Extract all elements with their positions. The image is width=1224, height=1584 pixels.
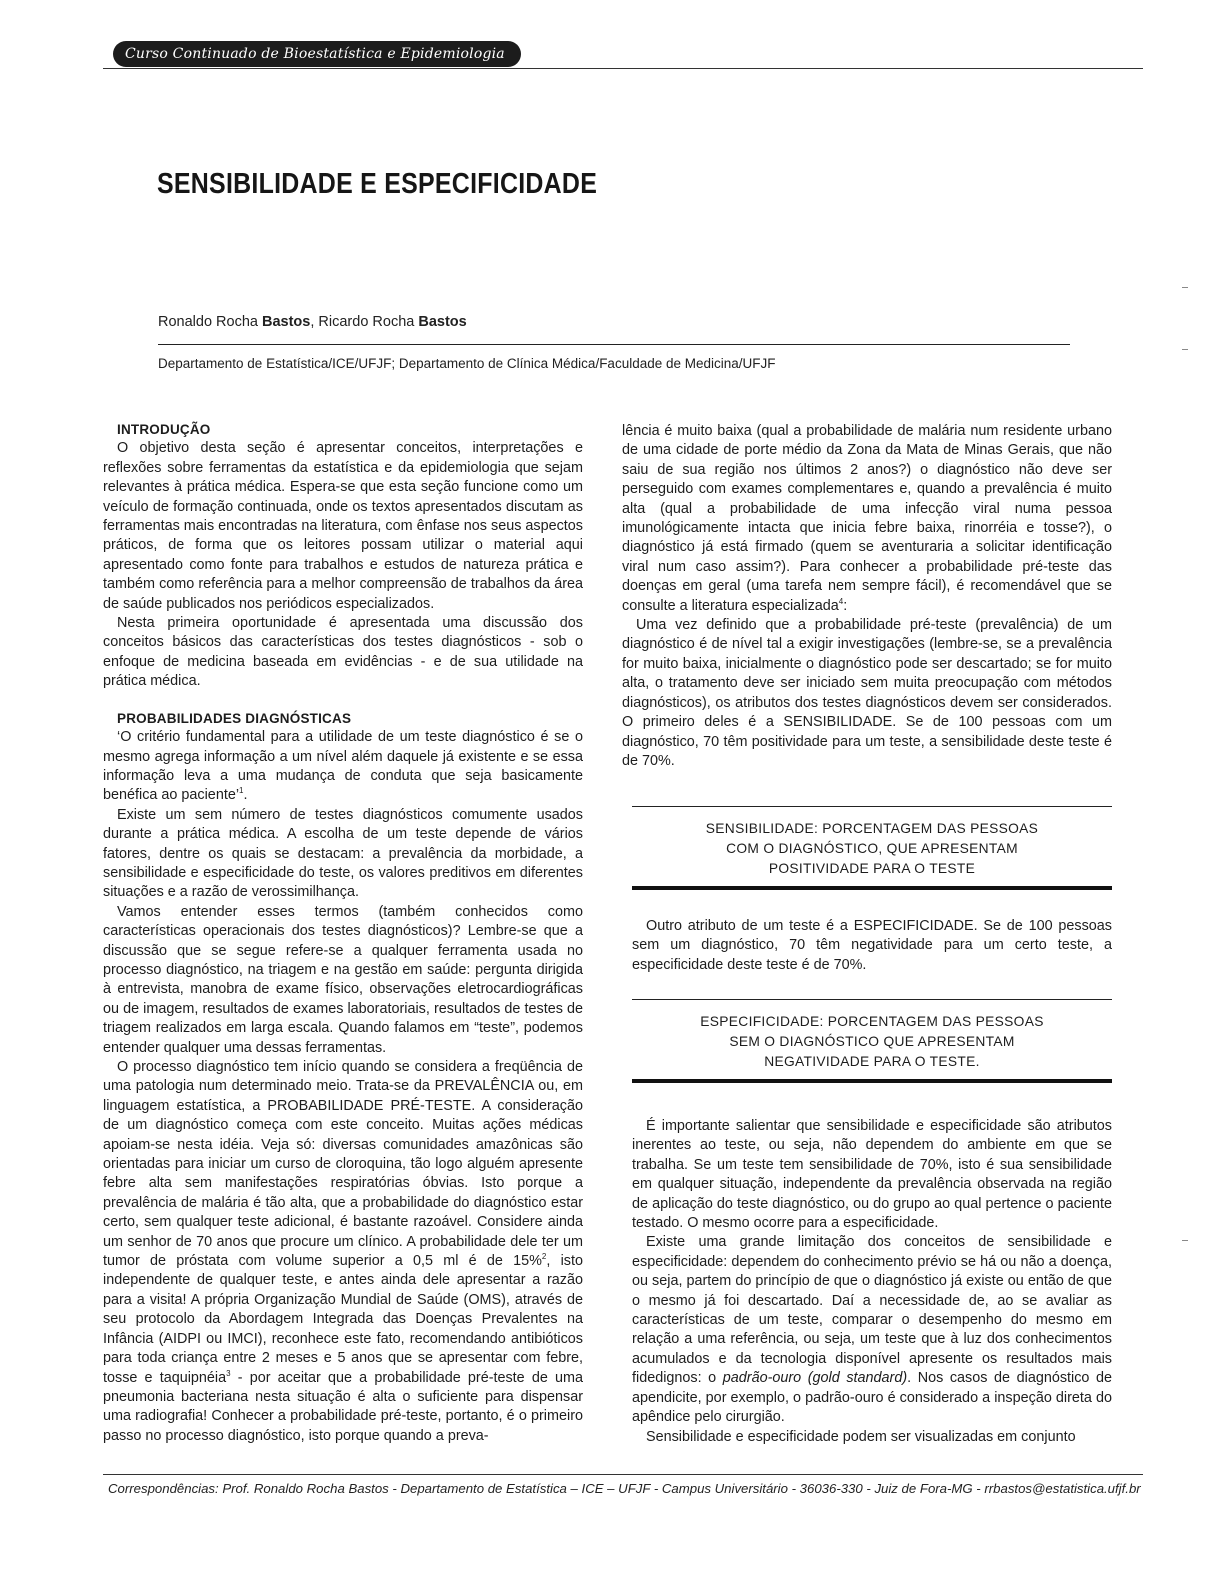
closing-p2-part-b: . Nos casos de diagnóstico de apendicite, por exemplo, o padrão-ouro é considerado a inspeção direta do apêndice pelo cirurgião. (632, 1370, 1112, 1426)
definition-box-especificidade (632, 999, 1112, 1083)
definition-top-rule (632, 999, 1112, 1000)
right-column (622, 422, 1112, 771)
scan-edge-mark (1182, 1240, 1188, 1241)
definition-line: ESPECIFICIDADE: PORCENTAGEM DAS PESSOAS (700, 1014, 1044, 1029)
prob-paragraph-2: Existe um sem número de testes diagnósticos comumente usados durante a prática médica. A escolha de um teste depende de vários fatores, dentre os quais se destacam: a prevalência da morbidade, a sensibilidade e especificidade do teste, os valores preditivos em diferentes situações e a razão de verossimilhança. (103, 806, 583, 901)
definition-line: COM O DIAGNÓSTICO, QUE APRESENTAM (726, 840, 1018, 856)
correspondence-footer: Correspondências: Prof. Ronaldo Rocha Bastos - Departamento de Estatística – ICE – UFJF - Campus Universitário - 36036-330 - Juiz de Fora-MG - rrbastos@estatistica.ufjf.br (108, 1481, 1141, 1496)
author-2-first: Ricardo Rocha (318, 314, 415, 330)
prob-paragraph-1 (103, 728, 583, 806)
author-1-last: Bastos (262, 314, 311, 330)
definition-line: SENSIBILIDADE: PORCENTAGEM DAS PESSOAS (705, 821, 1039, 836)
affiliation: Departamento de Estatística/ICE/UFJF; Departamento de Clínica Médica/Faculdade de Medicina/UFJF (158, 356, 776, 371)
prob-p4-part-c: - por aceitar que a probabilidade pré-teste de uma pneumonia bacteriana nesta situação é alta o suficiente para dispensar uma radiografia! Conhecer a probabilidade pré-teste, portanto, é o primeiro passo no processo diagnóstico, isto porque quando a preva- (103, 1369, 583, 1444)
authors-rule (158, 344, 1070, 345)
prob-paragraph-3: Vamos entender esses termos (também conhecidos como características operacionais dos testes diagnósticos)? Lembre-se que a discussão que se segue refere-se a qualquer ferramenta usada no processo diagnóstico, na triagem e na gestão em saúde: pergunta dirigida à entrevista, manobra de exame físico, observações eletrocardiográficas ou de imagem, resultados de exames laboratoriais, resultados de testes de triagem realizados em larga escala. Quando falamos em “teste”, podemos entender qualquer uma dessas ferramentas. (103, 903, 583, 1056)
closing-paragraph-2 (632, 1233, 1112, 1427)
footnote-ref-3: 3 (226, 1368, 231, 1378)
section-heading-introducao: INTRODUÇÃO (117, 422, 211, 437)
especificidade-block (632, 917, 1112, 975)
definition-line: NEGATIVIDADE PARA O TESTE. (764, 1053, 980, 1069)
header-rule (103, 68, 1143, 69)
scan-edge-mark (1182, 349, 1188, 350)
closing-paragraph-1: É importante salientar que sensibilidade e especificidade são atributos inerentes ao teste, ou seja, não dependem do ambiente em que se trabalha. Se um teste tem sensibilidade de 70%, isto é sua sensibilidade em qualquer situação, independente da prevalência observada na região de aplicação do teste diagnóstico, ou do grupo ao qual pertence o paciente testado. O mesmo ocorre para a especificidade. (632, 1118, 1112, 1232)
section-heading-probabilidades: PROBABILIDADES DIAGNÓSTICAS (117, 710, 352, 726)
closing-block (632, 1117, 1112, 1447)
prob-paragraph-4 (103, 1058, 583, 1446)
article-title: SENSIBILIDADE E ESPECIFICIDADE (157, 168, 598, 200)
footnote-ref-2: 2 (541, 1252, 547, 1262)
especificidade-paragraph: Outro atributo de um teste é a ESPECIFICIDADE. Se de 100 pessoas sem um diagnóstico, 70 têm negatividade para um certo teste, a especificidade deste teste é de 70%. (632, 918, 1112, 973)
author-2-last: Bastos (418, 314, 467, 330)
scan-edge-mark (1182, 287, 1188, 288)
prob-p5-text: lência é muito baixa (qual a probabilidade de malária num residente urbano de uma cidade de porte médio da Zona da Mata de Minas Gerais, que não saiu de sua região nos últimos 2 anos?) o diagnóstico não deve ser perseguido com exames complementares e, quando a prevalência é muito alta (qual a probabilidade de uma infecção viral numa pessoa imunológicamente intacta que inicia febre baixa, rinorréia e tosse?), o diagnóstico já está firmado (quem se aventuraria a solicitar identificação viral num caso assim?). Para conhecer a probabilidade pré-teste das doenças em geral (uma tarefa nem sempre fácil), é recomendável que se consulte a literatura especializada (622, 423, 1112, 614)
series-banner-text: Curso Continuado de Bioestatística e Epidemiologia (125, 46, 505, 62)
closing-p2-part-a: Existe uma grande limitação dos conceitos de sensibilidade e especificidade: dependem do conhecimento prévio se há ou não a doença, ou seja, partem do princípio de que o diagnóstico já existe ou então de que o mesmo já foi descartado. Daí a necessidade de, ao se avaliar as características de um teste, comparar o desempenho do mesmo em relação a uma referência, ou seja, um teste que à luz dos conhecimentos acumulados e da tecnologia disponível apresente os resultados mais fidedignos: o (632, 1234, 1112, 1387)
series-banner (113, 41, 521, 67)
intro-paragraph-2: Nesta primeira oportunidade é apresentada uma discussão dos conceitos básicos das características dos testes diagnósticos - sob o enfoque de medicina baseada em evidências - e de sua utilidade na prática médica. (103, 615, 583, 690)
definition-line: POSITIVIDADE PARA O TESTE (768, 860, 976, 876)
author-1-first: Ronaldo Rocha (158, 314, 258, 330)
author-list (158, 314, 467, 330)
quote-text: ‘O critério fundamental para a utilidade de um teste diagnóstico é se o mesmo agrega informação a um nível além daquele já existente e se essa informação leva a uma mudança de conduta que seja basicamente benéfica ao paciente’ (103, 729, 583, 804)
definition-top-rule (632, 806, 1112, 807)
definition-bottom-rule (632, 886, 1112, 890)
definition-line: SEM O DIAGNÓSTICO QUE APRESENTAM (729, 1033, 1015, 1049)
definition-box-sensibilidade (632, 806, 1112, 890)
prob-p4-part-a: O processo diagnóstico tem início quando se considera a freqüência de uma patologia num determinado meio. Trata-se da PREVALÊNCIA ou, em linguagem estatística, a PROBABILIDADE PRÉ-TESTE. A consideração de um diagnóstico começa com este conceito. Muitas ações médicas apoiam-se nesta idéia. Veja só: diversas comunidades amazônicas são orientadas para iniciar um curso de cloroquina, tão logo alguém apresente febre alta sem manifestações respiratórias óbvias. Isto porque a prevalência de malária é tão alta, que a probabilidade do diagnóstico estar certo, sem qualquer teste adicional, é bastante razoável. Considere ainda um senhor de 70 anos que procure um clínico. A probabilidade dele ter um tumor de próstata com volume superior a 0,5 ml é de 15% (103, 1059, 583, 1270)
gold-standard-term: padrão-ouro (gold standard) (722, 1370, 908, 1387)
prob-p4-part-b: , isto independente de qualquer teste, e antes ainda dele apresentar a razão para a visita! A própria Organização Mundial de Saúde (OMS), através de seu protocolo da Abordagem Integrada das Doenças Prevalentes na Infância (AIDPI ou IMCI), reconhece este fato, recomendando antibióticos para toda criança entre 2 meses e 5 anos que se apresentar com febre, tosse e taquipnéia (103, 1253, 583, 1386)
footnote-ref-1: 1 (239, 786, 244, 796)
prob-paragraph-4-continued (622, 422, 1112, 616)
definition-bottom-rule (632, 1079, 1112, 1083)
closing-paragraph-3: Sensibilidade e especificidade podem ser visualizadas em conjunto (646, 1428, 1076, 1445)
footer-rule (103, 1474, 1143, 1475)
quote-end: . (243, 787, 248, 804)
footnote-ref-4: 4 (838, 596, 844, 606)
prob-p5-end: : (843, 597, 848, 614)
left-column (103, 420, 583, 1446)
author-separator: , (310, 314, 319, 330)
prob-paragraph-6: Uma vez definido que a probabilidade pré-teste (prevalência) de um diagnóstico é de nível tal a exigir investigações (lembre-se, se a prevalência for muito baixa, inicialmente o diagnóstico pode ser descartado; se for muito alta, o tratamento deve ser iniciado sem muita preocupação com métodos diagnósticos), os atributos dos testes diagnósticos devem ser considerados. O primeiro deles é a SENSIBILIDADE. Se de 100 pessoas com um diagnóstico, 70 têm positividade para um teste, a sensibilidade deste teste é de 70%. (622, 617, 1112, 769)
intro-paragraph-1: O objetivo desta seção é apresentar conceitos, interpretações e reflexões sobre ferramentas da estatística e da epidemiologia que sejam relevantes à prática médica. Espera-se que esta seção funcione como um veículo de formação continuada, onde os textos apresentados discutam as ferramentas mais encontradas na literatura, com ênfase nos seus aspectos práticos, de forma que os leitores possam utilizar o material aqui apresentado como fonte para trabalhos e estudos de natureza prática e também como referência para a melhor compreensão de trabalhos da área de saúde publicados nos periódicos especializados. (103, 440, 583, 612)
